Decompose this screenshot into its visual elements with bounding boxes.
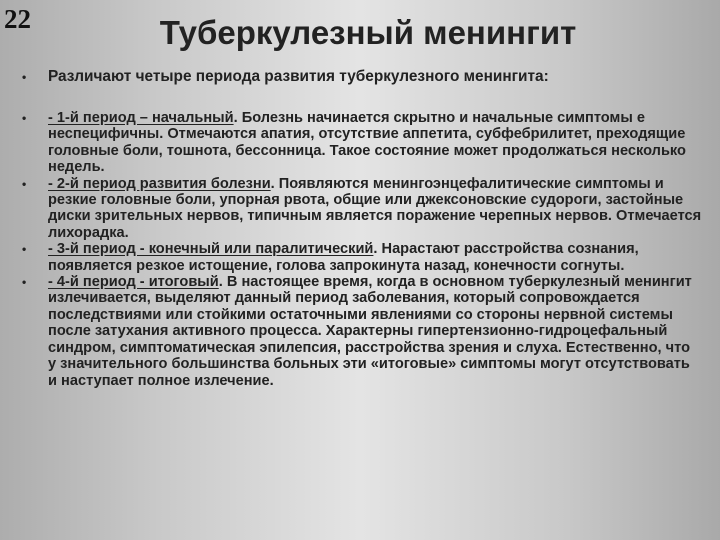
- period-3-bullet: [22, 241, 702, 274]
- period-4-description: . В настоящее время, когда в основном туберкулезный менингит излечивается, выделяют данный период заболевания, который сопровождается последствиями или стойкими остаточными явлениями со стороны нервной системы после затухания активного процесса. Характерны гипертензионно-гидроцефальный синдром, симптоматическая эпилепсия, расстройства зрения и слуха. Естественно, что у значительного большинства больных эти «итоговые» симптомы могут отсутствовать и наступает полное излечение.: [48, 274, 692, 389]
- bullet-icon: •: [22, 111, 27, 125]
- period-4-text: [48, 274, 702, 389]
- period-3-term: - 3-й период - конечный или паралитический: [48, 241, 374, 258]
- bullet-icon: •: [22, 70, 27, 84]
- intro-text: Различают четыре периода развития туберкулезного менингита:: [48, 68, 549, 85]
- period-2-description: . Появляются менингоэнцефалитические симптомы и резкие головные боли, упорная рвота, общие или джексоновские судороги, застойные диски зрительных нервов, типичным является поражение черепных нервов. Отмечается лихорадка.: [48, 175, 702, 241]
- period-1-text: [48, 110, 702, 176]
- bullet-icon: •: [22, 176, 27, 191]
- period-3-text: [48, 241, 702, 274]
- period-1-description: . Болезнь начинается скрытно и начальные симптомы е неспецифичны. Отмечаются апатия, отсутствие аппетита, субфебрилитет, преходящие головные боли, тошнота, бессонница. Такое состояние может продолжаться несколько недель.: [48, 110, 686, 176]
- period-3-description: . Нарастают расстройства сознания, появляется резкое истощение, голова запрокинута назад, конечности согнуты.: [48, 241, 639, 274]
- intro-bullet: [22, 68, 702, 86]
- slide-body: [22, 68, 702, 389]
- period-4-term: - 4-й период - итоговый: [48, 274, 219, 291]
- slide-number: 22: [4, 4, 31, 34]
- bullet-icon: •: [22, 242, 27, 257]
- period-1-term: - 1-й период – начальный: [48, 110, 234, 126]
- period-2-text: [48, 176, 702, 242]
- slide-title: Туберкулезный менингит: [159, 14, 577, 51]
- period-2-term: - 2-й период развития болезни: [48, 175, 271, 192]
- period-2-bullet: [22, 176, 702, 242]
- period-4-bullet: [22, 274, 702, 389]
- bullet-icon: •: [22, 275, 27, 290]
- period-1-bullet: [22, 110, 702, 176]
